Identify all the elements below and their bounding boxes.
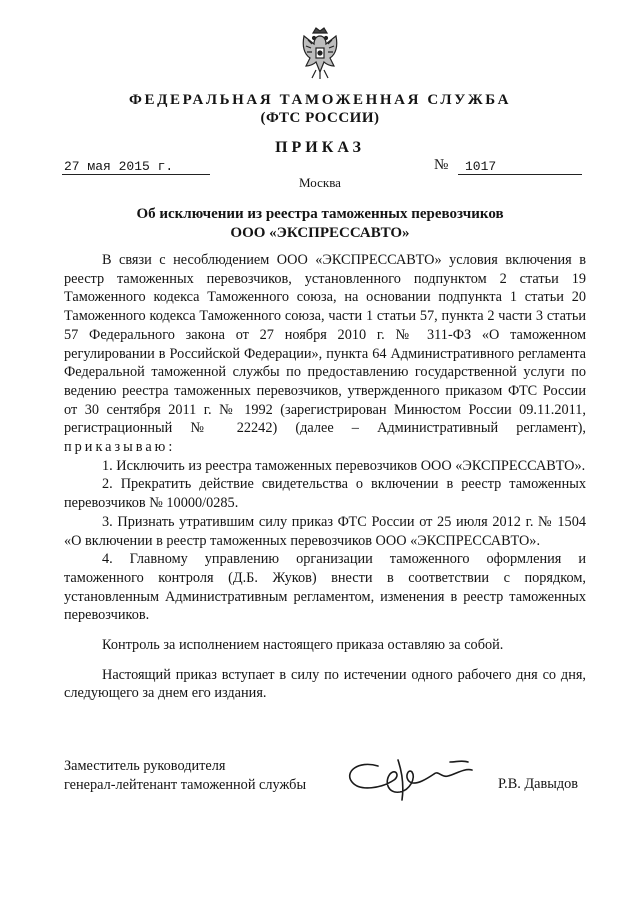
position-line-1: Заместитель руководителя [64, 758, 226, 774]
signatory-name: Р.В. Давыдов [498, 776, 579, 792]
document-date: 27 мая 2015 г. [64, 159, 174, 174]
preamble-text: В связи с несоблюдением ООО «ЭКСПРЕССАВТО» условия включения в реестр таможенных перевозчиков, установленного подпунктом 2 статьи 19 Таможенного кодекса Таможенного союза, на основании подпункта 1 статьи 20 Таможенного кодекса Таможенного союза, части 1 статьи 57, пункта 2 части 3 статьи 57 Федерального закона от 27 ноября 2010 г. № 311-ФЗ «О таможенном регулировании в Российской Федерации», пункта 64 Административного регламента Федеральной таможенной службы по предоставлению государственной услуги по ведению реестра таможенных перевозчиков, утвержденного приказом ФТС России от 30 сентября 2011 г. № 1992 (зарегистрирован Минюстом России 09.11.2011, регистрационный № 22242) (далее – Административный регламент), [64, 252, 586, 437]
document-number-label: № [434, 157, 449, 173]
document-city: Москва [299, 175, 341, 190]
position-line-2: генерал-лейтенант таможенной службы [64, 777, 307, 793]
document-type: ПРИКАЗ [275, 139, 365, 156]
document-subject [0, 205, 640, 243]
coat-of-arms-icon [296, 26, 344, 82]
order-word: приказываю: [64, 439, 176, 456]
preamble-paragraph [64, 251, 586, 457]
order-item-1: 1. Исключить из реестра таможенных перевозчиков ООО «ЭКСПРЕССАВТО». [102, 457, 586, 474]
subject-line-1: Об исключении из реестра таможенных перевозчиков [136, 206, 504, 222]
order-item-2: 2. Прекратить действие свидетельства о включении в реестр таможенных перевозчиков № 10000/0285. [64, 476, 586, 512]
handwritten-signature-icon [338, 752, 488, 802]
signatory-position [64, 757, 306, 795]
control-paragraph: Контроль за исполнением настоящего приказа оставляю за собой. [102, 637, 504, 654]
effective-paragraph: Настоящий приказ вступает в силу по истечении одного рабочего дня со дня, следующего за днем его издания. [64, 666, 586, 702]
subject-line-2: ООО «ЭКСПРЕССАВТО» [230, 225, 410, 241]
order-item-4: 4. Главному управлению организации таможенного оформления и таможенного контроля (Д.Б. Жуков) внести в соответствии с порядком, установленным Административным регламентом, изменения в реестр таможенных перевозчиков. [64, 551, 586, 624]
organization-abbreviation: (ФТС РОССИИ) [260, 110, 380, 126]
document-number: 1017 [465, 159, 497, 174]
organization-title: ФЕДЕРАЛЬНАЯ ТАМОЖЕННАЯ СЛУЖБА [128, 92, 512, 108]
order-item-3: 3. Признать утратившим силу приказ ФТС России от 25 июля 2012 г. № 1504 «О включении в реестр таможенных перевозчиков ООО «ЭКСПРЕССАВТО». [64, 513, 586, 549]
document-body [64, 251, 586, 703]
